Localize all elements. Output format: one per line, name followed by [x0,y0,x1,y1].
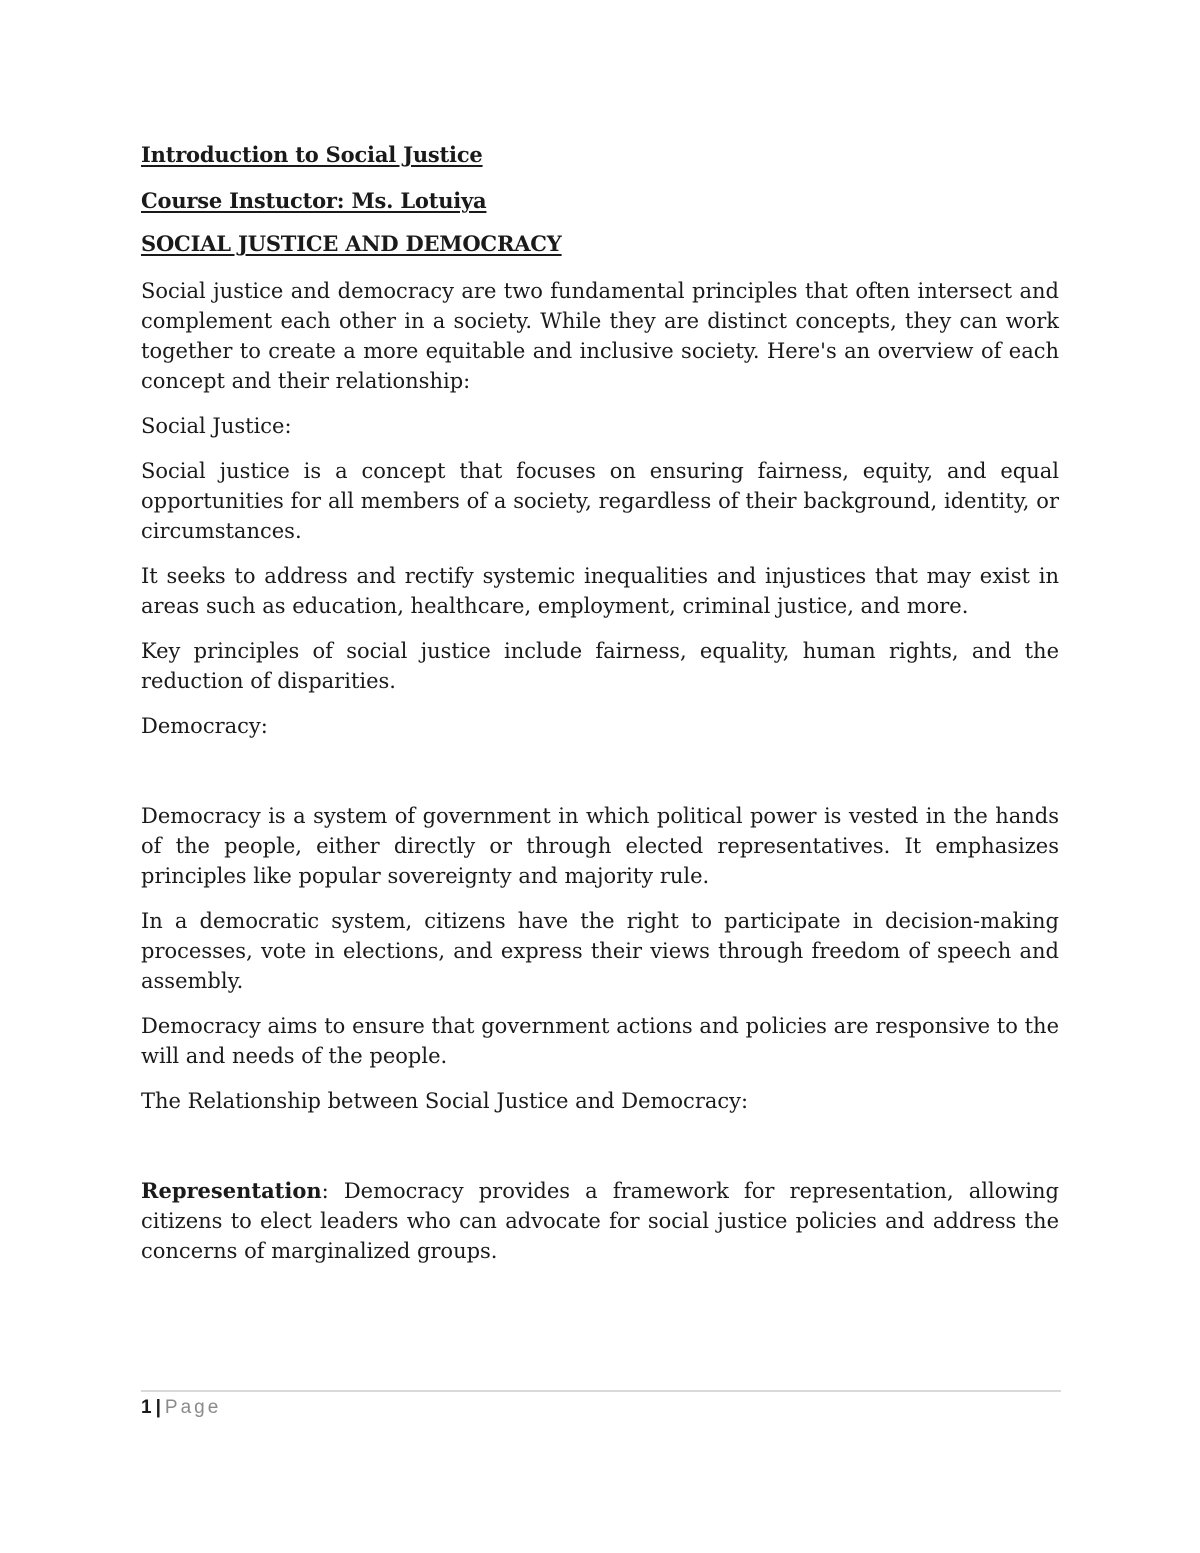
page-footer [141,1396,221,1420]
social-justice-label: Social Justice: [141,414,292,438]
footer-separator: | [155,1397,161,1418]
social-justice-paragraph: It seeks to address and rectify systemic inequalities and injustices that may exist in areas such as education, healthcare, employment, criminal justice, and more. [141,564,1059,618]
democracy-paragraph: In a democratic system, citizens have the right to participate in decision-making processes, vote in elections, and express their views through freedom of speech and assembly. [141,909,1059,993]
document-title: Introduction to Social Justice [141,142,483,167]
relationship-label: The Relationship between Social Justice and Democracy: [141,1089,749,1113]
social-justice-paragraph: Social justice is a concept that focuses on ensuring fairness, equity, and equal opportunities for all members of a society, regardless of their background, identity, or circumstances. [141,459,1059,543]
democracy-paragraph: Democracy is a system of government in which political power is vested in the hands of the people, either directly or through elected representatives. It emphasizes principles like popular sovereignty and majority rule. [141,804,1059,888]
intro-paragraph: Social justice and democracy are two fundamental principles that often intersect and complement each other in a society. While they are distinct concepts, they can work together to create a more equitable and inclusive society. Here's an overview of each concept and their relationship: [141,279,1059,393]
democracy-paragraph: Democracy aims to ensure that government actions and policies are responsive to the will and needs of the people. [141,1014,1059,1068]
democracy-label: Democracy: [141,714,268,738]
document-body [141,140,1059,1281]
course-instructor: Course Instuctor: Ms. Lotuiya [141,188,487,213]
footer-divider [141,1390,1061,1392]
representation-paragraph [141,1176,1059,1266]
representation-text: : Democracy provides a framework for representation, allowing citizens to elect leaders who can advocate for social justice policies and address the concerns of marginalized groups. [141,1179,1059,1263]
social-justice-paragraph: Key principles of social justice include fairness, equality, human rights, and the reduction of disparities. [141,639,1059,693]
section-heading: SOCIAL JUSTICE AND DEMOCRACY [141,231,562,256]
representation-term: Representation [141,1178,322,1203]
page-number: 1 [141,1397,152,1418]
page-label: Page [164,1397,222,1418]
